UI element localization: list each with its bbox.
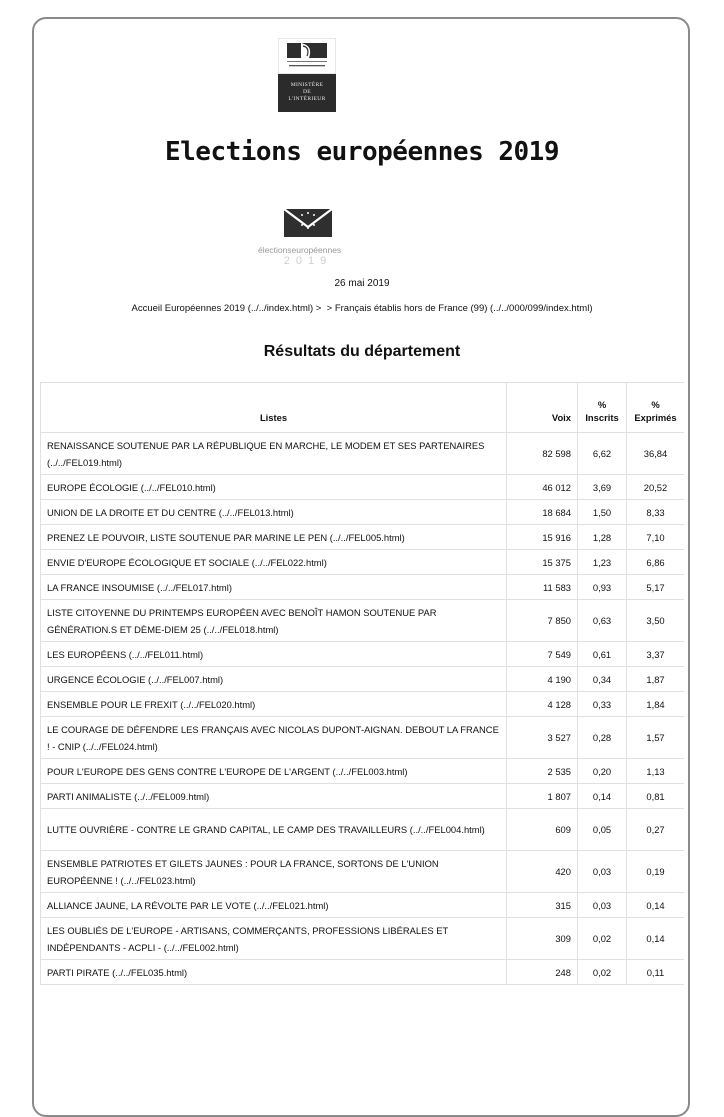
election-logo	[258, 207, 358, 269]
liste-link[interactable]: POUR L'EUROPE DES GENS CONTRE L'EUROPE DE L'ARGENT (../../FEL003.html)	[41, 759, 507, 784]
exprimes-label: Exprimés	[634, 412, 677, 423]
table-row	[41, 784, 685, 809]
liste-link[interactable]: UNION DE LA DROITE ET DU CENTRE (../../FEL013.html)	[41, 500, 507, 525]
breadcrumb-home-link[interactable]: Accueil Européennes 2019 (../../index.html)	[131, 303, 314, 314]
liste-link[interactable]: PARTI ANIMALISTE (../../FEL009.html)	[41, 784, 507, 809]
voix-cell: 18 684	[507, 500, 578, 525]
inscrits-cell: 0,14	[578, 784, 627, 809]
inscrits-cell: 0,61	[578, 642, 627, 667]
inscrits-cell: 0,93	[578, 575, 627, 600]
table-header-row	[41, 383, 685, 433]
table-row	[41, 893, 685, 918]
inscrits-cell: 0,02	[578, 918, 627, 960]
liste-link[interactable]: LISTE CITOYENNE DU PRINTEMPS EUROPÉEN AVEC BENOÎT HAMON SOUTENUE PAR GÉNÉRATION.S ET DÈME-DIEM 25 (../../FEL018.html)	[41, 600, 507, 642]
ministry-logo-text	[278, 74, 336, 112]
exprimes-cell: 3,37	[627, 642, 685, 667]
table-row	[41, 475, 685, 500]
voix-cell: 1 807	[507, 784, 578, 809]
table-row	[41, 500, 685, 525]
exprimes-cell: 0,14	[627, 918, 685, 960]
results-table-container	[40, 382, 684, 997]
voix-cell: 4 128	[507, 692, 578, 717]
table-row	[41, 851, 685, 893]
breadcrumb	[0, 303, 724, 314]
election-logo-year: 2019	[283, 255, 333, 267]
table-row	[41, 433, 685, 475]
inscrits-cell: 0,33	[578, 692, 627, 717]
voix-cell: 420	[507, 851, 578, 893]
column-header-voix: Voix	[507, 383, 578, 433]
exprimes-cell: 36,84	[627, 433, 685, 475]
inscrits-cell: 0,63	[578, 600, 627, 642]
envelope-stars-icon	[284, 207, 332, 239]
voix-cell: 2 535	[507, 759, 578, 784]
column-header-exprimes	[627, 383, 685, 433]
inscrits-cell: 0,05	[578, 809, 627, 851]
voix-cell: 7 850	[507, 600, 578, 642]
inscrits-cell: 1,50	[578, 500, 627, 525]
liste-link[interactable]: ENSEMBLE PATRIOTES ET GILETS JAUNES : POUR LA FRANCE, SORTONS DE L'UNION EUROPÉENNE ! (../../FEL023.html)	[41, 851, 507, 893]
inscrits-cell: 0,03	[578, 893, 627, 918]
liste-link[interactable]: ENVIE D'EUROPE ÉCOLOGIQUE ET SOCIALE (../../FEL022.html)	[41, 550, 507, 575]
exprimes-cell: 1,13	[627, 759, 685, 784]
exprimes-cell: 5,17	[627, 575, 685, 600]
exprimes-cell: 1,87	[627, 667, 685, 692]
inscrits-cell: 1,23	[578, 550, 627, 575]
voix-cell: 3 527	[507, 717, 578, 759]
table-row	[41, 759, 685, 784]
exprimes-cell: 0,14	[627, 893, 685, 918]
exprimes-cell: 1,84	[627, 692, 685, 717]
inscrits-cell: 1,28	[578, 525, 627, 550]
inscrits-label: Inscrits	[585, 412, 619, 423]
exprimes-cell: 0,27	[627, 809, 685, 851]
percent-sign: %	[651, 399, 660, 410]
liste-link[interactable]: LE COURAGE DE DÉFENDRE LES FRANÇAIS AVEC NICOLAS DUPONT-AIGNAN. DEBOUT LA FRANCE ! - CNIP (../../FEL024.html)	[41, 717, 507, 759]
voix-cell: 248	[507, 960, 578, 985]
exprimes-cell: 3,50	[627, 600, 685, 642]
table-row	[41, 525, 685, 550]
election-logo-text: électionseuropéennes	[258, 245, 342, 255]
liste-link[interactable]: EUROPE ÉCOLOGIE (../../FEL010.html)	[41, 475, 507, 500]
exprimes-cell: 7,10	[627, 525, 685, 550]
page-title: Elections européennes 2019	[165, 137, 559, 167]
table-row	[41, 575, 685, 600]
inscrits-cell: 0,02	[578, 960, 627, 985]
ministry-line-3: L'INTÉRIEUR	[288, 96, 326, 102]
exprimes-cell: 8,33	[627, 500, 685, 525]
ministry-line-2: DE	[302, 89, 312, 95]
table-row	[41, 717, 685, 759]
liste-link[interactable]: PRENEZ LE POUVOIR, LISTE SOUTENUE PAR MARINE LE PEN (../../FEL005.html)	[41, 525, 507, 550]
liste-link[interactable]: LES EUROPÉENS (../../FEL011.html)	[41, 642, 507, 667]
voix-cell: 315	[507, 893, 578, 918]
voix-cell: 609	[507, 809, 578, 851]
ministry-line-1: MINISTÈRE	[290, 82, 324, 88]
inscrits-cell: 0,20	[578, 759, 627, 784]
column-header-inscrits	[578, 383, 627, 433]
liste-link[interactable]: LA FRANCE INSOUMISE (../../FEL017.html)	[41, 575, 507, 600]
exprimes-cell: 0,19	[627, 851, 685, 893]
voix-cell: 309	[507, 918, 578, 960]
table-row	[41, 960, 685, 985]
voix-cell: 7 549	[507, 642, 578, 667]
column-header-listes: Listes	[41, 383, 507, 433]
liste-link[interactable]: URGENCE ÉCOLOGIE (../../FEL007.html)	[41, 667, 507, 692]
inscrits-cell: 0,28	[578, 717, 627, 759]
liste-link[interactable]: PARTI PIRATE (../../FEL035.html)	[41, 960, 507, 985]
marianne-logo-icon	[278, 38, 336, 74]
exprimes-cell: 20,52	[627, 475, 685, 500]
exprimes-cell: 1,57	[627, 717, 685, 759]
table-row	[41, 550, 685, 575]
voix-cell: 11 583	[507, 575, 578, 600]
liste-link[interactable]: ENSEMBLE POUR LE FREXIT (../../FEL020.html)	[41, 692, 507, 717]
liste-link[interactable]: RENAISSANCE SOUTENUE PAR LA RÉPUBLIQUE EN MARCHE, LE MODEM ET SES PARTENAIRES (../../FEL019.html)	[41, 433, 507, 475]
voix-cell: 46 012	[507, 475, 578, 500]
table-row	[41, 809, 685, 851]
ministry-logo	[278, 38, 336, 112]
percent-sign: %	[597, 399, 607, 410]
voix-cell: 15 375	[507, 550, 578, 575]
liste-link[interactable]: ALLIANCE JAUNE, LA RÉVOLTE PAR LE VOTE (../../FEL021.html)	[41, 893, 507, 918]
table-row	[41, 642, 685, 667]
inscrits-cell: 3,69	[578, 475, 627, 500]
liste-link[interactable]: LES OUBLIÉS DE L'EUROPE - ARTISANS, COMMERÇANTS, PROFESSIONS LIBÉRALES ET INDÉPENDANTS - ACPLI - (../../FEL002.html)	[41, 918, 507, 960]
voix-cell: 4 190	[507, 667, 578, 692]
exprimes-cell: 6,86	[627, 550, 685, 575]
inscrits-cell: 0,03	[578, 851, 627, 893]
election-date: 26 mai 2019	[334, 278, 390, 289]
liste-link[interactable]: LUTTE OUVRIÈRE - CONTRE LE GRAND CAPITAL, LE CAMP DES TRAVAILLEURS (../../FEL004.html)	[41, 809, 507, 851]
inscrits-cell: 6,62	[578, 433, 627, 475]
table-row	[41, 600, 685, 642]
voix-cell: 82 598	[507, 433, 578, 475]
table-row	[41, 692, 685, 717]
inscrits-cell: 0,34	[578, 667, 627, 692]
exprimes-cell: 0,81	[627, 784, 685, 809]
breadcrumb-current-link[interactable]: Français établis hors de France (99) (../../000/099/index.html)	[334, 303, 593, 314]
voix-cell: 15 916	[507, 525, 578, 550]
section-title: Résultats du département	[263, 343, 461, 360]
table-row	[41, 667, 685, 692]
breadcrumb-separator: > >	[313, 303, 335, 314]
exprimes-cell: 0,11	[627, 960, 685, 985]
results-table	[40, 382, 684, 985]
table-row	[41, 918, 685, 960]
